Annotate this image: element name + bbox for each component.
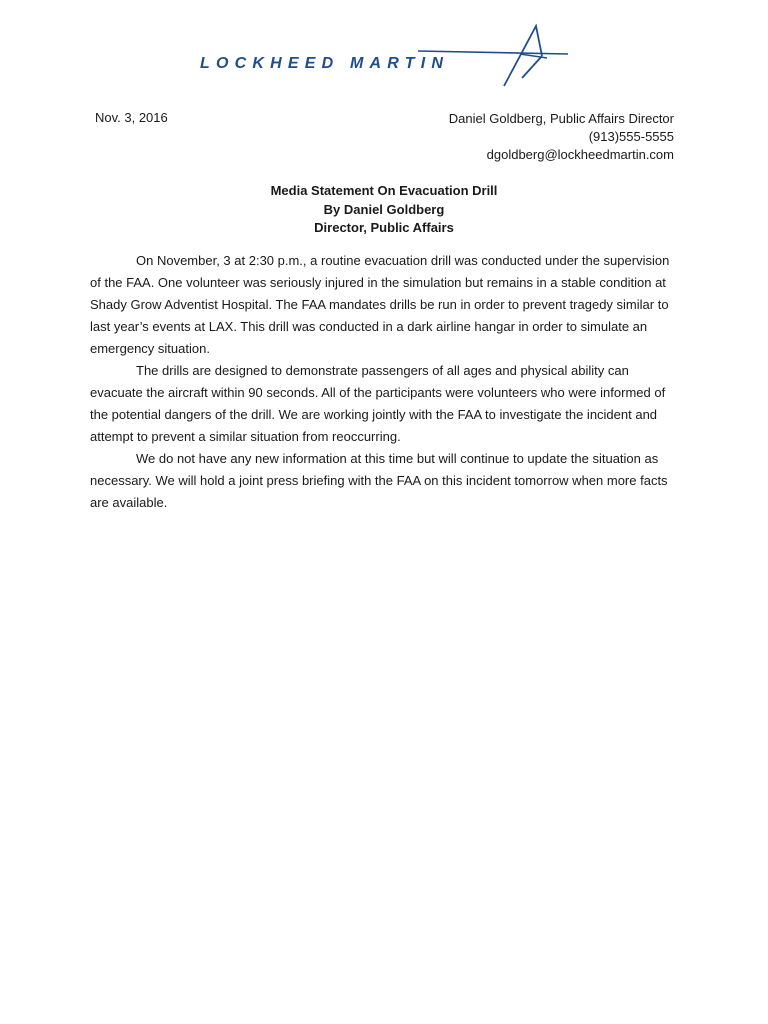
contact-name: Daniel Goldberg, Public Affairs Director [448,111,674,126]
body-paragraph: We do not have any new information at this time but will continue to update the situation as necessary. We will hold a joint press briefing with the FAA on this incident tomorrow when more facts are available. [90,451,668,510]
document-title: Media Statement On Evacuation Drill [270,183,498,198]
contact-block [449,110,674,164]
body-paragraph: The drills are designed to demonstrate passengers of all ages and physical ability can evacuate the aircraft within 90 seconds. All of the participants were volunteers who were informed of the potential dangers of the drill. We are working jointly with the FAA to investigate the incident and attempt to prevent a similar situation from reoccurring. [90,363,666,444]
contact-email: dgoldberg@lockheedmartin.com [486,147,674,162]
statement-date: Nov. 3, 2016 [95,110,168,125]
contact-phone: (913)555-5555 [588,129,674,144]
company-logo [200,24,572,94]
document-byline: By Daniel Goldberg [323,201,445,217]
author-role: Director, Public Affairs [314,220,454,235]
body-paragraph: On November, 3 at 2:30 p.m., a routine evacuation drill was conducted under the supervision of the FAA. One volunteer was seriously injured in the simulation but remains in a stable condition at Shady Grow Adventist Hospital. The FAA mandates drills be run in order to prevent tragedy similar to last year’s events at LAX. This drill was conducted in a dark airline hangar in order to simulate an emergency situation. [90,253,670,356]
logo-wordmark: LOCKHEED MARTIN [200,55,450,72]
statement-body [90,250,676,514]
title-block [0,182,768,238]
